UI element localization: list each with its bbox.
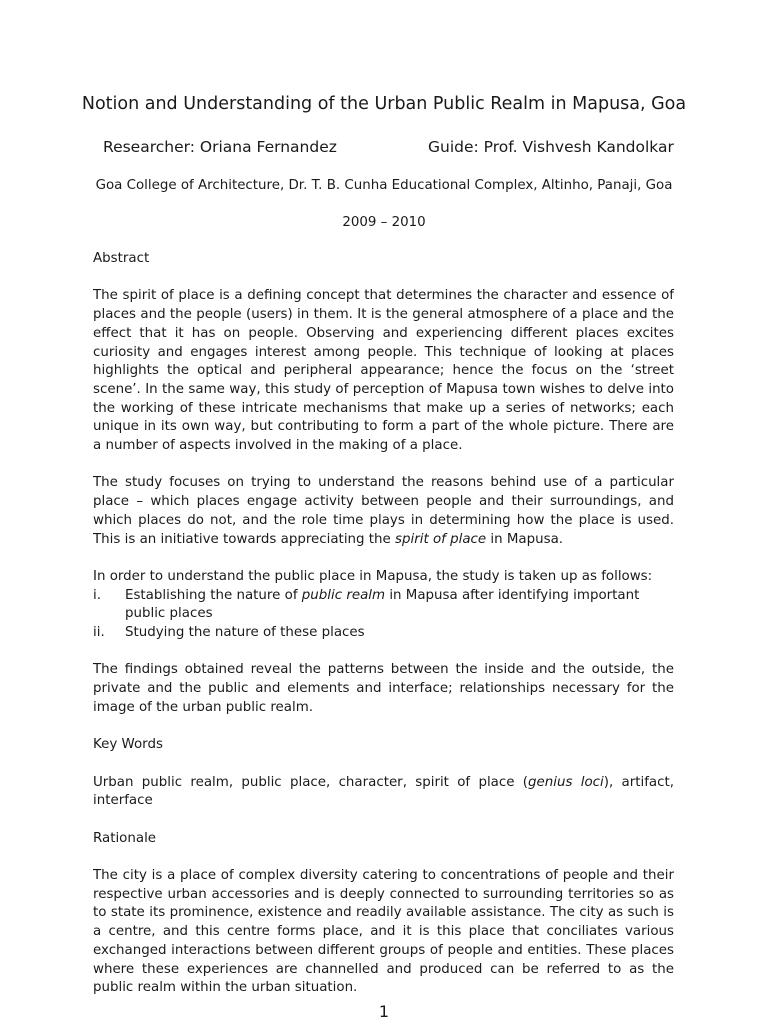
study-steps-list <box>93 587 674 643</box>
academic-years: 2009 – 2010 <box>342 215 426 230</box>
researcher-name: Researcher: Oriana Fernandez <box>103 138 337 156</box>
list-item-text-end: in Mapusa after identifying important public places <box>125 587 640 622</box>
list-item <box>93 624 674 643</box>
list-item-number: ii. <box>93 625 105 641</box>
abstract-p2-tail: in Mapusa. <box>486 531 564 547</box>
abstract-heading: Abstract <box>93 251 150 266</box>
keywords-emphasis: genius loci <box>528 774 604 790</box>
list-item-text <box>125 587 674 624</box>
list-item-text-start: Establishing the nature of <box>125 587 302 603</box>
rationale-heading: Rationale <box>93 830 157 846</box>
list-item-emphasis: public realm <box>301 587 386 603</box>
keywords-heading: Key Words <box>93 737 163 753</box>
list-item-text-start: Studying the nature of these places <box>125 625 365 641</box>
rationale-paragraph-1: The city is a place of complex diversity catering to concentrations of people and their respective urban accessories and is deeply connected to surrounding territories so as to state its prominence, existence and readily available assistance. The city as such is a centre, and this centre forms place, and it is this place that conciliates various exchanged interactions between different groups of people and entities. These places where these experiences are channelled and produced can be referred to as the public realm within the urban situation. <box>93 868 674 996</box>
list-item-number: i. <box>93 587 101 603</box>
guide-name: Guide: Prof. Vishvesh Kandolkar <box>428 138 674 156</box>
abstract-paragraph-2 <box>93 474 674 549</box>
list-item-text <box>125 624 674 643</box>
body-text <box>93 250 674 1017</box>
keywords-text-end: ), artifact, interface <box>93 774 674 809</box>
abstract-paragraph-4: The findings obtained reveal the patterns between the inside and the outside, the private and the public and elements and interface; relationships necessary for the image of the urban public realm. <box>93 662 674 715</box>
abstract-p2-emphasis: spirit of place <box>395 531 487 547</box>
abstract-p2-text: The study focuses on trying to understand the reasons behind use of a particular place – which places engage activity between people and their surroundings, and which places do not, and the role time plays in determining how the place is used. This is an initiative towards appreciating the <box>93 475 674 547</box>
keywords-text <box>93 774 674 811</box>
affiliation: Goa College of Architecture, Dr. T. B. Cunha Educational Complex, Altinho, Panaji, Goa <box>95 178 673 193</box>
keywords-text-start: Urban public realm, public place, character, spirit of place ( <box>93 774 529 790</box>
page-number: 1 <box>378 1002 390 1021</box>
list-item <box>93 587 674 624</box>
abstract-paragraph-1: The spirit of place is a defining concept that determines the character and essence of places and the people (users) in them. It is the general atmosphere of a place and the effect that it has on people. Observing and experiencing different places excites curiosity and engages interest among people. This technique of looking at places highlights the optical and peripheral appearance; hence the focus on the ‘street scene’. In the same way, this study of perception of Mapusa town wishes to delve into the working of these intricate mechanisms that make up a series of networks; each unique in its own way, but contributing to form a part of the whole picture. There are a number of aspects involved in the making of a place. <box>93 288 674 454</box>
paper-title: Notion and Understanding of the Urban Public Realm in Mapusa, Goa <box>81 94 687 114</box>
abstract-list-intro: In order to understand the public place in Mapusa, the study is taken up as follows: <box>93 568 653 584</box>
